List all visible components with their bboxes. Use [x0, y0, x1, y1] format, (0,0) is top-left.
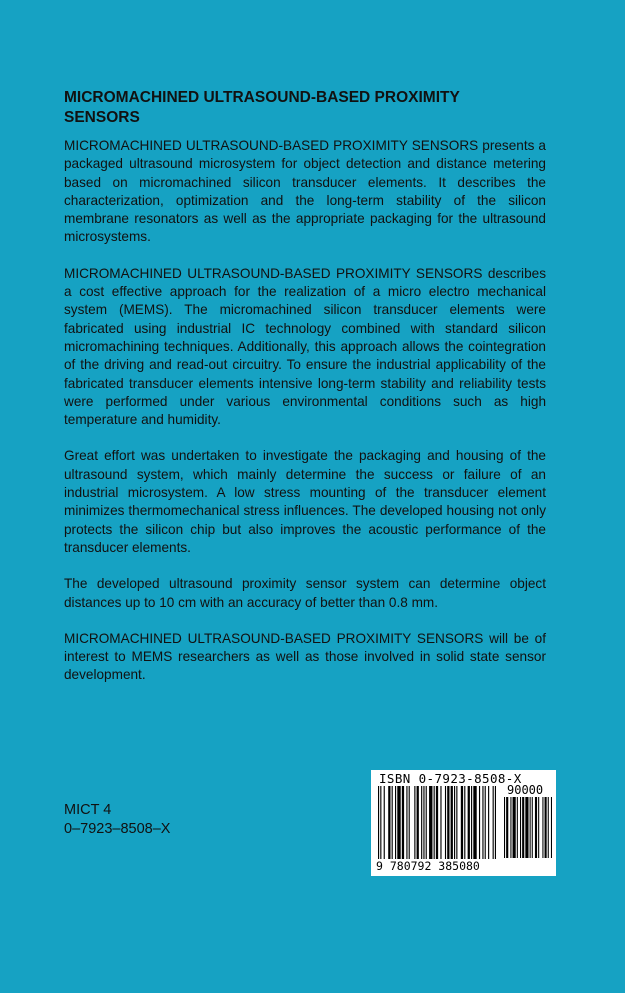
barcode-bar: [417, 786, 419, 859]
isbn-barcode: [371, 770, 556, 876]
barcode-bar: [479, 786, 480, 859]
series-isbn: 0–7923–8508–X: [64, 821, 171, 837]
barcode-bar: [542, 797, 543, 858]
barcode-bar: [471, 786, 472, 859]
ean13-bars: [378, 786, 496, 859]
blurb-paragraph-1: MICROMACHINED ULTRASOUND-BASED PROXIMITY SENSORS presents a packaged ultrasound microsystem for object detection and distance metering based on micromachined silicon transducer elements. It describes the characterization, optimization and the long-term stability of the silicon membrane resonators as well as the appropriate packaging for the ultrasound microsystems.: [64, 138, 546, 245]
barcode-bar: [451, 786, 453, 859]
barcode-bar: [538, 797, 539, 858]
series-info: [64, 801, 170, 839]
blurb: [64, 137, 546, 703]
barcode-bar: [461, 786, 463, 859]
barcode-ean-digits: 9 780792 385080: [376, 859, 480, 873]
barcode-bar: [456, 786, 457, 859]
barcode-bar: [454, 786, 455, 859]
blurb-paragraph-2: MICROMACHINED ULTRASOUND-BASED PROXIMITY SENSORS describes a cost effective approach for the realization of a micro electro mechanical system (MEMS). The micromachined silicon transducer elements were fabricated using industrial IC technology combined with standard silicon micromachining techniques. Additionally, this approach allows the cointegration of the driving and read-out circuitry. To ensure the industrial applicability of the fabricated transducer elements intensive long-term stability and reliability tests were performed under various environmental conditions such as high temperature and humidity.: [64, 265, 546, 428]
barcode-bar: [434, 786, 435, 859]
barcode-bar: [395, 786, 396, 859]
blurb-paragraph-4: The developed ultrasound proximity sensor system can determine object distances up to 10 cm with an accuracy of better than 0.8 mm.: [64, 576, 546, 610]
barcode-bar: [504, 797, 505, 858]
barcode-bar: [488, 786, 489, 859]
barcode-bar: [551, 797, 552, 858]
barcode-isbn-label: ISBN 0-7923-8508-X: [379, 771, 522, 786]
barcode-bar: [447, 786, 449, 859]
barcode-bar: [440, 786, 441, 859]
barcode-bar: [436, 786, 438, 859]
barcode-bar: [532, 797, 533, 858]
barcode-bar: [530, 797, 531, 858]
barcode-bar: [426, 786, 427, 859]
barcode-bar: [445, 786, 446, 859]
barcode-bar: [548, 797, 549, 858]
barcode-bar: [392, 786, 393, 859]
barcode-bar: [493, 786, 494, 859]
barcode-bar: [397, 786, 400, 859]
barcode-bar: [482, 786, 483, 859]
barcode-bar: [421, 786, 422, 859]
barcode-bar: [464, 786, 465, 859]
barcode-bar: [522, 797, 524, 858]
barcode-bar: [545, 797, 547, 858]
barcode-bar: [535, 797, 537, 858]
barcode-bar: [517, 797, 518, 858]
barcode-bar: [495, 786, 496, 859]
addon-bars: [504, 797, 552, 858]
barcode-bar: [423, 786, 424, 859]
barcode-bar: [388, 786, 390, 859]
barcode-bar: [520, 797, 521, 858]
barcode-bar: [378, 786, 379, 859]
barcode-bar: [402, 786, 404, 859]
barcode-bar: [429, 786, 432, 859]
barcode-bar: [409, 786, 410, 859]
barcode-bar: [506, 797, 508, 858]
barcode-bar: [468, 786, 470, 859]
barcode-bar: [525, 797, 528, 858]
barcode-bar: [485, 786, 486, 859]
book-title: MICROMACHINED ULTRASOUND-BASED PROXIMITY SENSORS: [64, 89, 460, 126]
barcode-bar: [380, 786, 381, 859]
barcode-bar: [406, 786, 407, 859]
blurb-paragraph-5: MICROMACHINED ULTRASOUND-BASED PROXIMITY SENSORS will be of interest to MEMS researchers as well as those involved in solid state sensor development.: [64, 630, 546, 683]
barcode-bar: [513, 797, 516, 858]
series-code: MICT 4: [64, 802, 112, 818]
barcode-bar: [510, 797, 511, 858]
blurb-paragraph-3: Great effort was undertaken to investigate the packaging and housing of the ultrasound system, which mainly determine the success or failure of an industrial microsystem. A low stress mounting of the transducer element minimizes thermomechanical stress influences. The developed housing not only protects the silicon chip but also improves the acoustic performance of the transducer elements.: [64, 448, 546, 555]
barcode-bar: [384, 786, 385, 859]
barcode-price-code: 90000: [507, 783, 544, 797]
barcode-bar: [473, 786, 476, 859]
barcode-bar: [414, 786, 415, 859]
